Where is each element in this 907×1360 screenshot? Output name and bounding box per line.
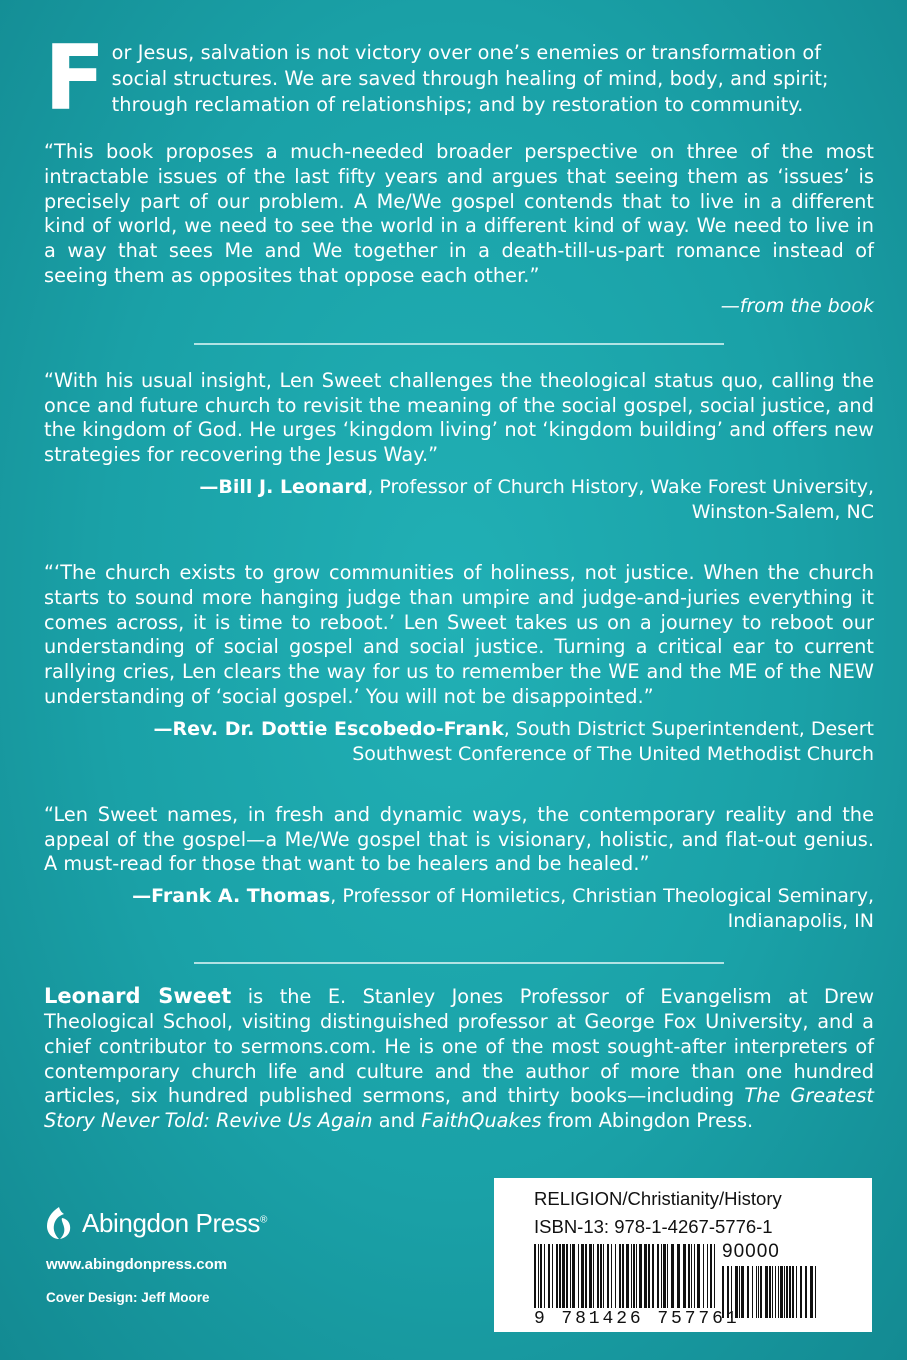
trademark: ® <box>259 1213 267 1225</box>
barcode-addon-bar <box>758 1266 759 1318</box>
barcode-bar <box>538 1244 539 1308</box>
divider <box>194 343 724 345</box>
barcode-bar <box>657 1244 659 1308</box>
barcode-addon-bar <box>796 1266 797 1318</box>
barcode-bar <box>534 1244 536 1308</box>
barcode-addon-bar <box>815 1266 816 1318</box>
barcode-bar <box>626 1244 629 1308</box>
barcode-bar <box>639 1244 642 1308</box>
barcode-bar <box>631 1244 632 1308</box>
barcode-bar <box>661 1244 662 1308</box>
barcode-bar <box>597 1244 599 1308</box>
intro-line-1: or Jesus, salvation is not victory over one’s enemies or transformation of <box>111 41 822 64</box>
barcode-bar <box>622 1244 624 1308</box>
endorsement-attribution-3 <box>44 884 874 934</box>
barcode-addon-bar <box>765 1266 768 1318</box>
endorser-name: —Frank A. Thomas <box>132 885 331 908</box>
publisher-logo <box>44 1206 267 1240</box>
abingdon-logo-icon <box>44 1206 74 1240</box>
endorsement-attribution-2 <box>44 717 874 767</box>
barcode-bar <box>714 1244 715 1308</box>
barcode-bar <box>707 1244 708 1308</box>
barcode-bar <box>677 1244 680 1308</box>
endorser-title: , Professor of Church History, Wake Forest University, <box>367 475 874 498</box>
barcode-box <box>494 1178 872 1332</box>
barcode-bar <box>570 1244 571 1308</box>
publisher-url[interactable]: www.abingdonpress.com <box>46 1256 228 1273</box>
publisher-name: Abingdon Press® <box>82 1207 267 1238</box>
barcode-bar <box>540 1244 542 1308</box>
barcode-addon-bar <box>756 1266 757 1318</box>
barcode-bar <box>633 1244 635 1308</box>
barcode-addon-bar <box>778 1266 779 1318</box>
barcode-bar <box>562 1244 565 1308</box>
barcode-bar <box>710 1244 712 1308</box>
barcode-bar <box>691 1244 692 1308</box>
barcode-bar <box>556 1244 558 1308</box>
endorsement-attribution-1 <box>44 475 874 525</box>
endorser-location: Winston-Salem, NC <box>691 500 874 523</box>
barcode-bar <box>589 1244 592 1308</box>
isbn-label: ISBN-13: 978-1-4267-5776-1 <box>534 1216 773 1237</box>
barcode-addon-bar <box>760 1266 762 1318</box>
barcode-addon-bar <box>752 1266 753 1318</box>
barcode-bar <box>559 1244 561 1308</box>
author-name: Leonard Sweet <box>44 984 232 1009</box>
price-code: 90000 <box>722 1241 780 1262</box>
barcode-bar <box>578 1244 579 1308</box>
barcode-bar <box>572 1244 575 1308</box>
barcode-bar <box>688 1244 690 1308</box>
barcode-bar <box>548 1244 550 1308</box>
barcode-bar <box>544 1244 545 1308</box>
barcode-addon-bar <box>769 1266 771 1318</box>
book-title-2: FaithQuakes <box>421 1109 542 1133</box>
barcode-bar <box>663 1244 666 1308</box>
barcode-bar <box>593 1244 594 1308</box>
barcode-addon-bar <box>805 1266 807 1318</box>
bisac-category: RELIGION/Christianity/History <box>534 1188 782 1209</box>
barcode-digits: 9 781426 757761 <box>534 1309 740 1329</box>
endorser-name: —Bill J. Leonard <box>199 475 368 498</box>
barcode-bar <box>600 1244 602 1308</box>
bio-text: from Abingdon Press. <box>541 1109 754 1133</box>
endorsement-quote-3: “Len Sweet names, in fresh and dynamic ways, the contemporary reality and the appeal of the gospel—a Me/We gospel that is visionary, holistic, and flat-out genius. A must-read for those that want to be healers and be healed.” <box>44 802 874 876</box>
intro-line-2: social structures. We are saved through healing of mind, body, and spirit; <box>111 67 829 90</box>
endorser-title: , South District Superintendent, Desert <box>503 717 874 740</box>
book-title-1: The Greatest Story Never Told: Revive Us Again <box>44 1084 874 1133</box>
barcode-addon-bar <box>789 1266 791 1318</box>
endorser-title: , Professor of Homiletics, Christian Theological Seminary, <box>330 885 874 908</box>
endorsement-quote-1: “With his usual insight, Len Sweet challenges the theological status quo, calling the once and future church to revisit the meaning of the social gospel, social justice, and the kingdom of God. He urges ‘kingdom living’ not ‘kingdom building’ and offers new strategies for recovering the Jesus Way.” <box>44 368 874 467</box>
barcode-bar <box>552 1244 553 1308</box>
barcode-bar <box>636 1244 637 1308</box>
barcode-bar <box>619 1244 621 1308</box>
barcode-addon-bar <box>747 1266 749 1318</box>
barcode-addon-bar <box>792 1266 794 1318</box>
endorsement-quote-2: “‘The church exists to grow communities of holiness, not justice. When the church starts to sound more hanging judge than umpire and judge-and-juries everything it comes across, it is time to reboot.’ Len Sweet takes us on a journey to reboot our understanding of social gospel and social justice. Turning a critical ear to current rallying cries, Len clears the way for us to remember the WE and the ME of the NEW understanding of ‘social gospel.’ You will not be disappointed.” <box>44 560 874 708</box>
barcode-bar <box>694 1244 695 1308</box>
barcode-addon-bar <box>775 1266 776 1318</box>
book-excerpt: “This book proposes a much-needed broader perspective on three of the most intractable issues of the last fifty years and argues that seeing them as ‘issues’ is precisely part of our problem. A Me/We gospel contends that to live in a different kind of world, we need to see the world in a different kind of way. We need to live in a way that sees Me and We together in a death-till-us-part romance instead of seeing them as opposites that oppose each other.” <box>44 140 874 287</box>
excerpt-source: —from the book <box>720 294 874 317</box>
barcode-bar <box>648 1244 650 1308</box>
divider <box>194 962 724 964</box>
intro-paragraph <box>44 26 874 131</box>
barcode-bar <box>671 1244 674 1308</box>
barcode-bar <box>652 1244 654 1308</box>
bio-text: and <box>372 1109 422 1133</box>
author-bio <box>44 984 874 1134</box>
barcode-bar <box>566 1244 568 1308</box>
barcode-addon-bar <box>772 1266 773 1318</box>
barcode-addon-bar <box>780 1266 783 1318</box>
barcode-bar <box>615 1244 616 1308</box>
barcode-bar <box>607 1244 609 1308</box>
barcode-bar <box>697 1244 700 1308</box>
barcode-bar <box>683 1244 686 1308</box>
intro-line-3: through reclamation of relationships; and by restoration to community. <box>111 93 804 116</box>
barcode-bar <box>581 1244 584 1308</box>
barcode-addon-bar <box>810 1266 813 1318</box>
barcode-addon-bar <box>784 1266 785 1318</box>
bio-text: is the E. Stanley Jones Professor of Evangelism at Drew Theological School, visiting distinguished professor at George Fox University, and a chief contributor to sermons.com. He is one of the most sought-after interpreters of contemporary church life and culture and the author of more than one hundred articles, six hundred published sermons, and thirty books—including <box>44 985 874 1108</box>
barcode-bar <box>703 1244 704 1308</box>
drop-cap: F <box>44 26 106 131</box>
barcode-bar <box>611 1244 612 1308</box>
barcode-addon-bar <box>786 1266 788 1318</box>
barcode-addon-bar <box>741 1266 744 1318</box>
endorser-location: Indianapolis, IN <box>727 910 874 933</box>
barcode-bar <box>585 1244 587 1308</box>
endorser-name: —Rev. Dr. Dottie Escobedo-Frank <box>153 717 504 740</box>
cover-design-credit: Cover Design: Jeff Moore <box>46 1290 210 1305</box>
back-cover-text <box>44 26 874 1134</box>
barcode-bar <box>603 1244 604 1308</box>
barcode-bar <box>667 1244 668 1308</box>
endorser-location: Southwest Conference of The United Methodist Church <box>352 742 874 765</box>
barcode-addon-bar <box>800 1266 802 1318</box>
barcode-bar <box>644 1244 647 1308</box>
